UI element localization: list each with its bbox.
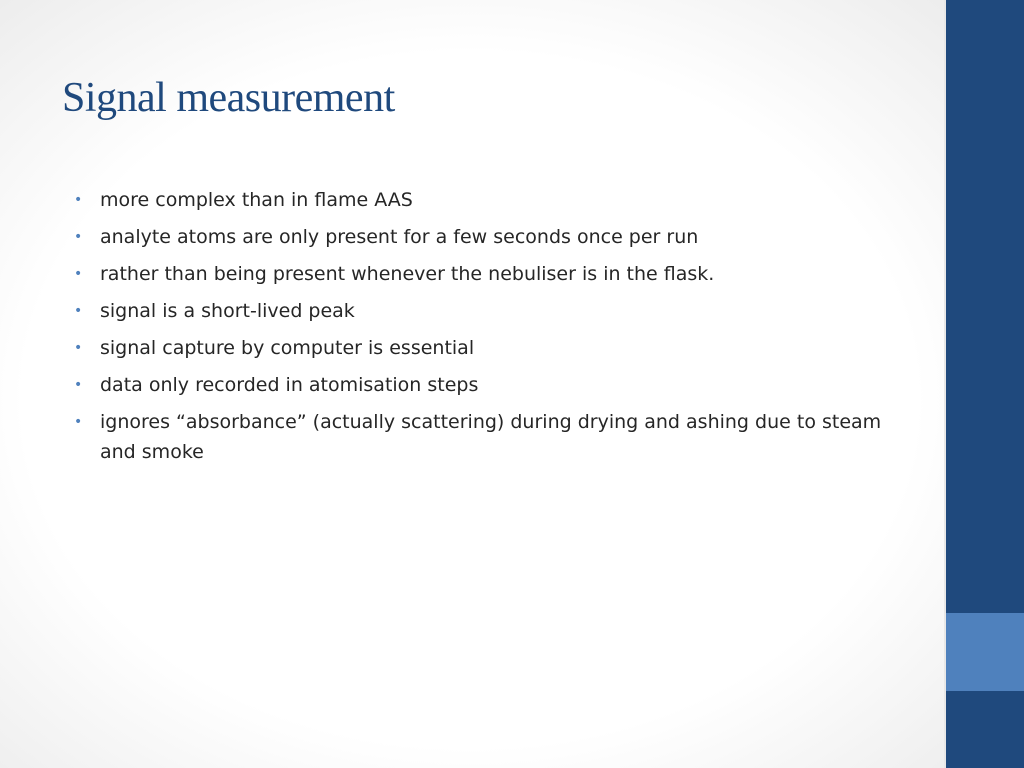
bullet-dot-icon: •: [74, 192, 83, 208]
bullet-dot-icon: •: [74, 303, 83, 319]
bullet-text: ignores “absorbance” (actually scattering) during drying and ashing due to steam and smoke: [100, 411, 882, 463]
bullet-dot-icon: •: [74, 266, 83, 282]
bullet-item: [74, 333, 914, 363]
bullet-text: data only recorded in atomisation steps: [100, 374, 479, 396]
bullet-text: analyte atoms are only present for a few seconds once per run: [100, 226, 699, 248]
bullet-dot-icon: •: [74, 340, 83, 356]
bullet-dot-icon: •: [74, 377, 83, 393]
slide-title: Signal measurement: [62, 75, 395, 121]
bullet-item: [74, 222, 914, 252]
bullet-item: [74, 259, 914, 289]
bullet-item: [74, 185, 914, 215]
bullet-item: [74, 370, 914, 400]
decorative-sidebar: [946, 0, 1024, 768]
bullet-item: [74, 407, 914, 467]
bullet-dot-icon: •: [74, 229, 83, 245]
bullet-item: [74, 296, 914, 326]
sidebar-dark-bottom: [946, 691, 1024, 768]
bullet-text: rather than being present whenever the nebuliser is in the flask.: [100, 263, 715, 285]
bullet-text: signal capture by computer is essential: [100, 337, 475, 359]
bullet-list: [74, 185, 914, 474]
bullet-text: more complex than in flame AAS: [100, 189, 413, 211]
sidebar-accent-block: [946, 613, 1024, 691]
bullet-dot-icon: •: [74, 414, 83, 430]
sidebar-dark-top: [946, 0, 1024, 613]
bullet-text: signal is a short-lived peak: [100, 300, 355, 322]
